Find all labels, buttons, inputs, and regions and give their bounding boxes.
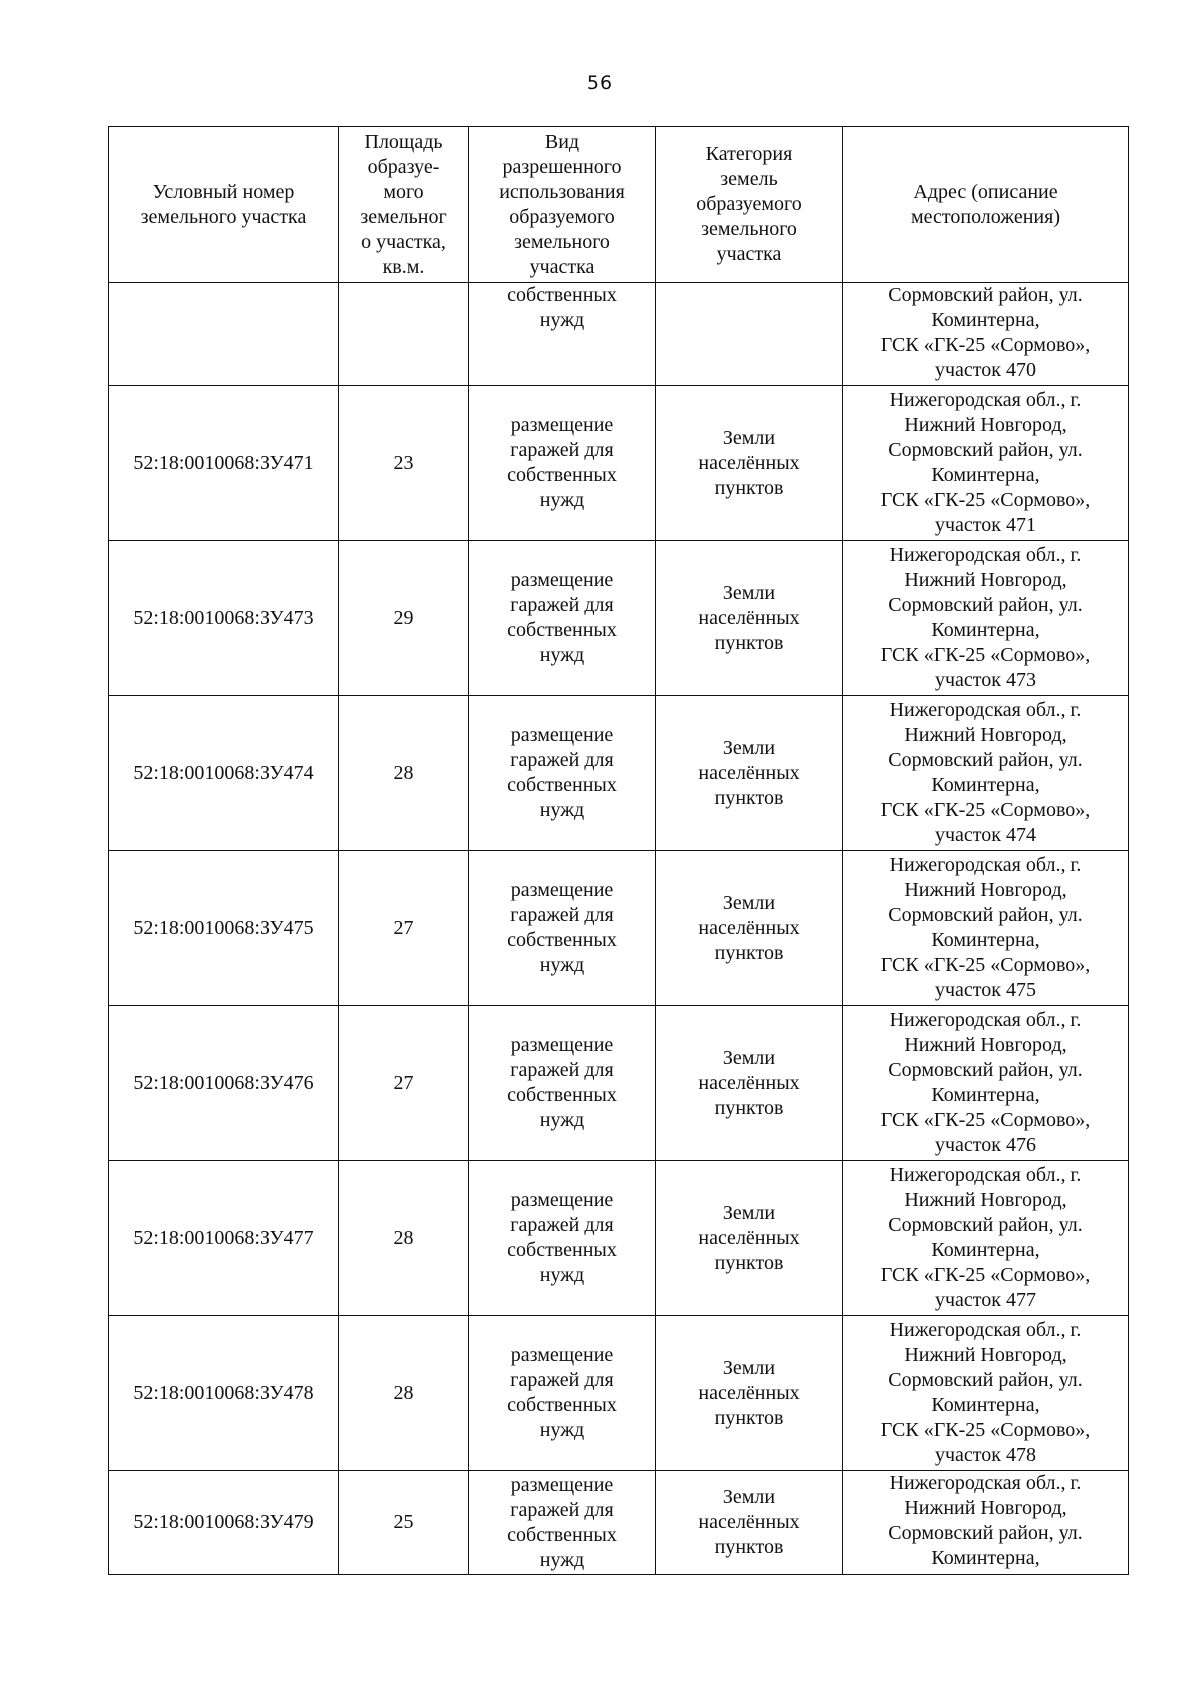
header-plot-number: Условный номер земельного участка <box>109 127 339 283</box>
table-row <box>109 1471 1129 1575</box>
cell-area: 28 <box>339 696 469 851</box>
cell-plot-number: 52:18:0010068:ЗУ477 <box>109 1161 339 1316</box>
cell-plot-number <box>109 283 339 386</box>
cell-land-category: Земли населённых пунктов <box>656 1161 843 1316</box>
header-land-category: Категория земель образуемого земельного участка <box>656 127 843 283</box>
cell-address: Нижегородская обл., г. Нижний Новгород, Сормовский район, ул. Коминтерна, ГСК «ГК-25 «Сормово», участок 471 <box>843 386 1129 541</box>
header-area: Площадь образуе- мого земельног о участка, кв.м. <box>339 127 469 283</box>
cell-permitted-use: размещение гаражей для собственных нужд <box>469 386 656 541</box>
cell-land-category <box>656 283 843 386</box>
cell-plot-number: 52:18:0010068:ЗУ474 <box>109 696 339 851</box>
cell-area: 23 <box>339 386 469 541</box>
cell-plot-number: 52:18:0010068:ЗУ479 <box>109 1471 339 1575</box>
cell-permitted-use: размещение гаражей для собственных нужд <box>469 1006 656 1161</box>
cell-land-category: Земли населённых пунктов <box>656 851 843 1006</box>
cell-address: Нижегородская обл., г. Нижний Новгород, Сормовский район, ул. Коминтерна, ГСК «ГК-25 «Сормово», участок 476 <box>843 1006 1129 1161</box>
cell-land-category: Земли населённых пунктов <box>656 541 843 696</box>
cell-address: Сормовский район, ул. Коминтерна, ГСК «ГК-25 «Сормово», участок 470 <box>843 283 1129 386</box>
cell-land-category: Земли населённых пунктов <box>656 386 843 541</box>
table-header-row <box>109 127 1129 283</box>
cell-permitted-use: размещение гаражей для собственных нужд <box>469 541 656 696</box>
table-row <box>109 696 1129 851</box>
cell-land-category: Земли населённых пунктов <box>656 1471 843 1575</box>
header-permitted-use: Вид разрешенного использования образуемого земельного участка <box>469 127 656 283</box>
cell-area: 28 <box>339 1161 469 1316</box>
cell-permitted-use: размещение гаражей для собственных нужд <box>469 851 656 1006</box>
table-row <box>109 851 1129 1006</box>
table-row <box>109 541 1129 696</box>
cell-permitted-use: собственных нужд <box>469 283 656 386</box>
cell-permitted-use: размещение гаражей для собственных нужд <box>469 1316 656 1471</box>
page-number: 56 <box>586 72 614 94</box>
table-row <box>109 1006 1129 1161</box>
cell-permitted-use: размещение гаражей для собственных нужд <box>469 1161 656 1316</box>
cell-plot-number: 52:18:0010068:ЗУ471 <box>109 386 339 541</box>
table-row <box>109 1161 1129 1316</box>
cell-address: Нижегородская обл., г. Нижний Новгород, Сормовский район, ул. Коминтерна, <box>843 1471 1129 1575</box>
cell-area <box>339 283 469 386</box>
table-row <box>109 283 1129 386</box>
cell-permitted-use: размещение гаражей для собственных нужд <box>469 696 656 851</box>
cell-land-category: Земли населённых пунктов <box>656 696 843 851</box>
cell-land-category: Земли населённых пунктов <box>656 1006 843 1161</box>
cell-area: 25 <box>339 1471 469 1575</box>
cell-area: 28 <box>339 1316 469 1471</box>
cell-plot-number: 52:18:0010068:ЗУ473 <box>109 541 339 696</box>
cell-address: Нижегородская обл., г. Нижний Новгород, Сормовский район, ул. Коминтерна, ГСК «ГК-25 «Сормово», участок 475 <box>843 851 1129 1006</box>
header-address: Адрес (описание местоположения) <box>843 127 1129 283</box>
table-row <box>109 386 1129 541</box>
cell-land-category: Земли населённых пунктов <box>656 1316 843 1471</box>
table-row <box>109 1316 1129 1471</box>
cell-area: 27 <box>339 851 469 1006</box>
cell-address: Нижегородская обл., г. Нижний Новгород, Сормовский район, ул. Коминтерна, ГСК «ГК-25 «Сормово», участок 474 <box>843 696 1129 851</box>
cell-area: 27 <box>339 1006 469 1161</box>
cell-address: Нижегородская обл., г. Нижний Новгород, Сормовский район, ул. Коминтерна, ГСК «ГК-25 «Сормово», участок 473 <box>843 541 1129 696</box>
cell-plot-number: 52:18:0010068:ЗУ476 <box>109 1006 339 1161</box>
cell-address: Нижегородская обл., г. Нижний Новгород, Сормовский район, ул. Коминтерна, ГСК «ГК-25 «Сормово», участок 478 <box>843 1316 1129 1471</box>
cell-address: Нижегородская обл., г. Нижний Новгород, Сормовский район, ул. Коминтерна, ГСК «ГК-25 «Сормово», участок 477 <box>843 1161 1129 1316</box>
land-plots-table <box>108 126 1129 1575</box>
cell-plot-number: 52:18:0010068:ЗУ475 <box>109 851 339 1006</box>
cell-area: 29 <box>339 541 469 696</box>
cell-permitted-use: размещение гаражей для собственных нужд <box>469 1471 656 1575</box>
cell-plot-number: 52:18:0010068:ЗУ478 <box>109 1316 339 1471</box>
